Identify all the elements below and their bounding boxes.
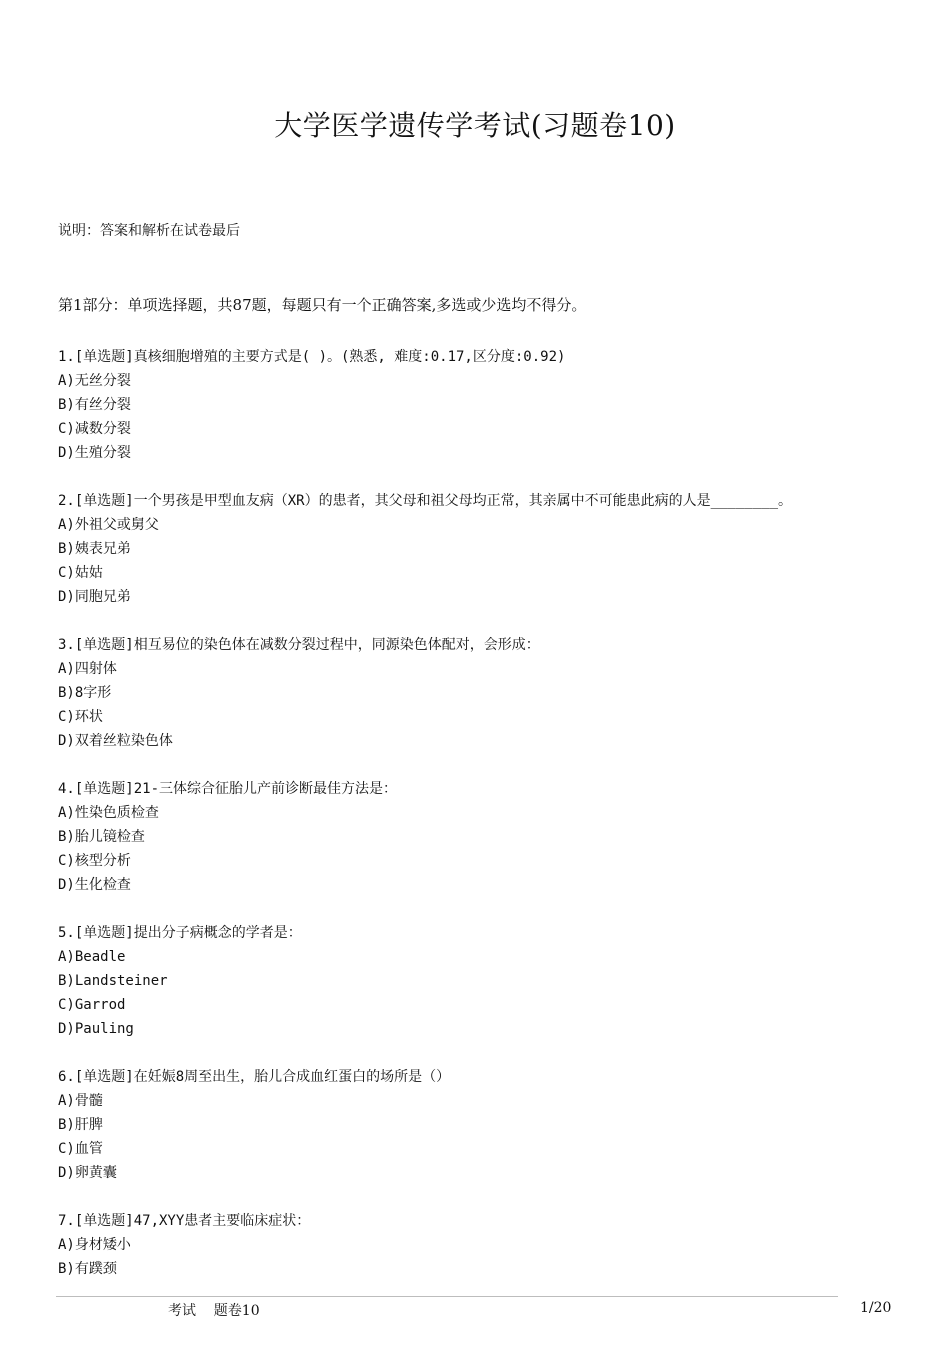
answer-option: C)Garrod [58,997,126,1013]
question-item [58,489,918,609]
question-stem: 7.[单选题]47,XYY患者主要临床症状： [58,1213,311,1229]
page-number: 1/20 [860,1300,892,1316]
answer-option: A)外祖父或舅父 [58,517,159,533]
question-list [58,345,918,1305]
question-stem: 4.[单选题]21-三体综合征胎儿产前诊断最佳方法是： [58,781,397,797]
answer-option: C)姑姑 [58,565,103,581]
question-stem: 2.[单选题]一个男孩是甲型血友病（XR）的患者，其父母和祖父母均正常，其亲属中不可能患此病的人是________。 [58,493,792,509]
answer-option: C)核型分析 [58,853,131,869]
instruction-note: 说明：答案和解析在试卷最后 [58,223,240,239]
answer-option: A)身材矮小 [58,1237,131,1253]
answer-option: D)生殖分裂 [58,445,131,461]
answer-option: A)无丝分裂 [58,373,131,389]
answer-option: A)性染色质检查 [58,805,159,821]
answer-option: A)四射体 [58,661,117,677]
answer-option: B)有丝分裂 [58,397,131,413]
footer-divider [56,1296,838,1297]
answer-option: D)同胞兄弟 [58,589,131,605]
answer-option: D)卵黄囊 [58,1165,117,1181]
answer-option: B)胎儿镜检查 [58,829,145,845]
answer-option: B)8字形 [58,685,112,701]
answer-option: B)有蹼颈 [58,1261,117,1277]
question-item [58,345,918,465]
question-stem: 6.[单选题]在妊娠8周至出生，胎儿合成血红蛋白的场所是（） [58,1069,451,1085]
answer-option: B)肝脾 [58,1117,103,1133]
question-item [58,633,918,753]
answer-option: C)环状 [58,709,103,725]
answer-option: C)减数分裂 [58,421,131,437]
answer-option: C)血管 [58,1141,103,1157]
answer-option: A)Beadle [58,949,126,965]
answer-option: D)生化检查 [58,877,131,893]
question-stem: 3.[单选题]相互易位的染色体在减数分裂过程中，同源染色体配对，会形成： [58,637,540,653]
answer-option: B)姨表兄弟 [58,541,131,557]
section-heading: 第1部分：单项选择题，共87题，每题只有一个正确答案,多选或少选均不得分。 [58,296,587,314]
answer-option: D)双着丝粒染色体 [58,733,173,749]
question-item [58,1065,918,1185]
document-title: 大学医学遗传学考试(习题卷10) [274,109,676,142]
footer-label: 考试 题卷10 [168,1303,260,1319]
answer-option: D)Pauling [58,1021,134,1037]
question-stem: 5.[单选题]提出分子病概念的学者是： [58,925,302,941]
answer-option: B)Landsteiner [58,973,168,989]
answer-option: A)骨髓 [58,1093,103,1109]
question-item [58,921,918,1041]
question-item [58,777,918,897]
question-stem: 1.[单选题]真核细胞增殖的主要方式是( )。(熟悉, 难度:0.17,区分度:0.92) [58,349,566,365]
question-item [58,1209,918,1281]
